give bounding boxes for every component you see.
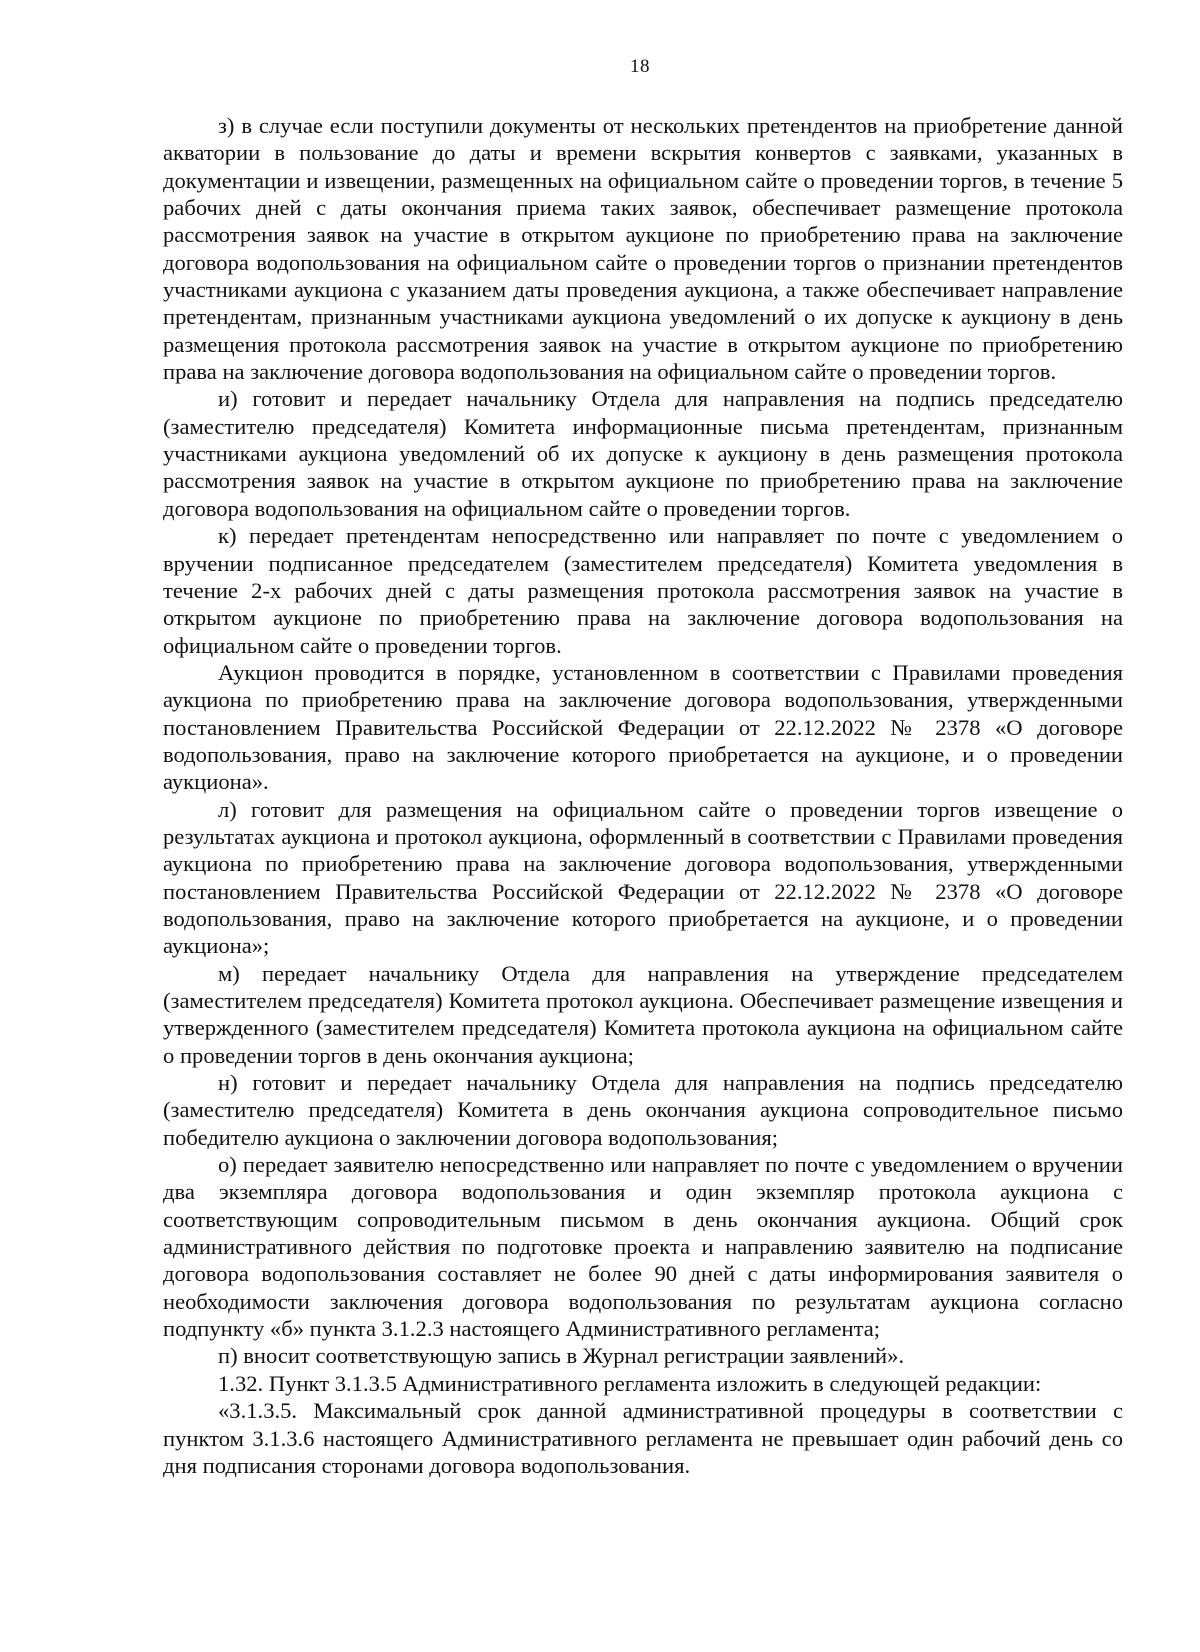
paragraph-1-32: 1.32. Пункт 3.1.3.5 Административного регламента изложить в следующей редакции:: [218, 1370, 1042, 1396]
paragraph-m: м) передает начальнику Отдела для направления на утверждение председателем (заместителем председателя) Комитета протокол аукциона. Обеспечивает размещение извещения и утвержденного (заместителем председателя) Комитета протокола аукциона на официальном сайте о проведении торгов в день окончания аукциона;: [163, 960, 1123, 1068]
paragraph-l: л) готовит для размещения на официальном сайте о проведении торгов извещение о результатах аукциона и протокол аукциона, оформленный в соответствии с Правилами проведения аукциона по приобретению права на заключение договора водопользования, утвержденными постановлением Правительства Российской Федерации от 22.12.2022 № 2378 «О договоре водопользования, право на заключение которого приобретается на аукционе, и о проведении аукциона»;: [163, 796, 1123, 959]
page-number: 18: [630, 56, 650, 77]
document-body: [163, 112, 1123, 1479]
paragraph-p: п) вносит соответствующую запись в Журнал регистрации заявлений».: [218, 1343, 905, 1369]
paragraph-n: н) готовит и передает начальнику Отдела для направления на подпись председателю (заместителю председателя) Комитета в день окончания аукциона сопроводительное письмо победителю аукциона о заключении договора водопользования;: [163, 1070, 1123, 1150]
paragraph-z: з) в случае если поступили документы от нескольких претендентов на приобретение данной акватории в пользование до даты и времени вскрытия конвертов с заявками, указанных в документации и извещении, размещенных на официальном сайте о проведении торгов, в течение 5 рабочих дней с даты окончания приема таких заявок, обеспечивает размещение протокола рассмотрения заявок на участие в открытом аукционе по приобретению права на заключение договора водопользования на официальном сайте о проведении торгов о признании претендентов участниками аукциона с указанием даты проведения аукциона, а также обеспечивает направление претендентам, признанным участниками аукциона уведомлений о их допуске к аукциону в день размещения протокола рассмотрения заявок на участие в открытом аукционе по приобретению права на заключение договора водопользования на официальном сайте о проведении торгов.: [163, 113, 1123, 385]
paragraph-auction-procedure: Аукцион проводится в порядке, установленном в соответствии с Правилами проведения аукциона по приобретению права на заключение договора водопользования, утвержденными постановлением Правительства Российской Федерации от 22.12.2022 № 2378 «О договоре водопользования, право на заключение которого приобретается на аукционе, и о проведении аукциона».: [163, 659, 1123, 795]
paragraph-3-1-3-5: «3.1.3.5. Максимальный срок данной административной процедуры в соответствии с пунктом 3.1.3.6 настоящего Административного регламента не превышает один рабочий день со дня подписания сторонами договора водопользования.: [163, 1398, 1123, 1478]
paragraph-k: к) передает претендентам непосредственно или направляет по почте с уведомлением о вручении подписанное председателем (заместителем председателя) Комитета уведомления в течение 2-х рабочих дней с даты размещения протокола рассмотрения заявок на участие в открытом аукционе по приобретению права на заключение договора водопользования на официальном сайте о проведении торгов.: [163, 523, 1123, 658]
paragraph-i: и) готовит и передает начальнику Отдела для направления на подпись председателю (заместителю председателя) Комитета информационные письма претендентам, признанным участниками аукциона уведомлений об их допуске к аукциону в день размещения протокола рассмотрения заявок на участие в открытом аукционе по приобретению права на заключение договора водопользования на официальном сайте о проведении торгов.: [163, 386, 1123, 521]
paragraph-o: о) передает заявителю непосредственно или направляет по почте с уведомлением о вручении два экземпляра договора водопользования и один экземпляр протокола аукциона с соответствующим сопроводительным письмом в день окончания аукциона. Общий срок административного действия по подготовке проекта и направлению заявителю на подписание договора водопользования составляет не более 90 дней с даты информирования заявителя о необходимости заключения договора водопользования по результатам аукциона согласно подпункту «б» пункта 3.1.2.3 настоящего Административного регламента;: [163, 1152, 1123, 1342]
